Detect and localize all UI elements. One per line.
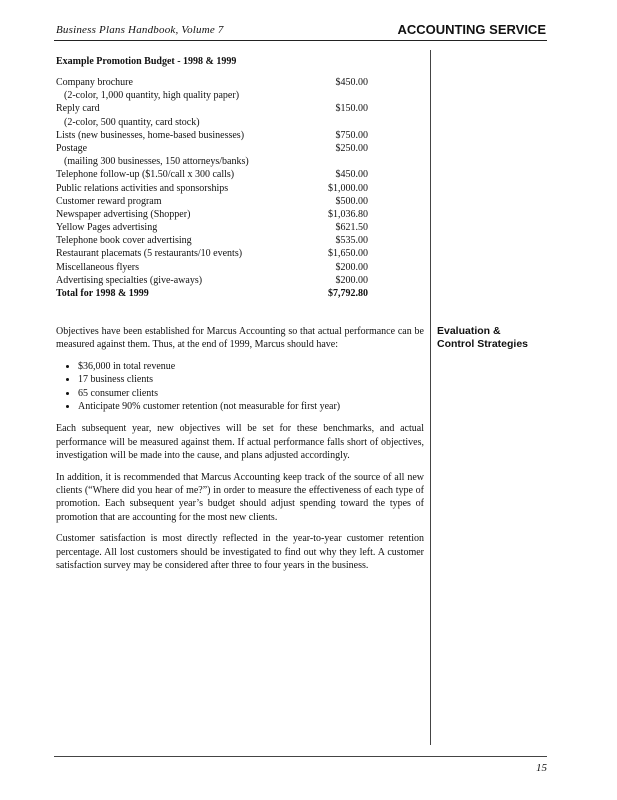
footer-rule bbox=[54, 756, 547, 757]
objective-item: • Anticipate 90% customer retention (not measurable for first year) bbox=[78, 400, 424, 413]
budget-row bbox=[56, 195, 368, 208]
body-paragraph: In addition, it is recommended that Marcus Accounting keep track of the source of all new clients (“Where did you hear of me?”) in order to measure the effectiveness of each type of promotion. Each subsequent year’s budget should adjust spending toward the types of promotion that are accounting for the most new clients. bbox=[56, 471, 424, 523]
budget-row bbox=[56, 129, 368, 142]
budget-row bbox=[56, 182, 368, 195]
section-header-title: ACCOUNTING SERVICE bbox=[397, 22, 546, 37]
budget-row bbox=[56, 116, 368, 129]
budget-row bbox=[56, 261, 368, 274]
budget-item-amount: $535.00 bbox=[335, 235, 368, 247]
budget-row bbox=[56, 102, 368, 115]
budget-item-label: Company brochure bbox=[56, 77, 133, 88]
budget-item-label: Restaurant placemats (5 restaurants/10 events) bbox=[56, 248, 243, 260]
section-body bbox=[56, 325, 424, 581]
budget-item-label: Postage bbox=[56, 142, 88, 154]
budget-row bbox=[56, 208, 368, 221]
header-rule bbox=[54, 40, 547, 41]
objective-item: • $36,000 in total revenue bbox=[78, 360, 424, 373]
objectives-list bbox=[56, 360, 424, 414]
budget-item-amount: $500.00 bbox=[335, 195, 368, 207]
margin-divider bbox=[430, 50, 431, 745]
budget-row bbox=[56, 76, 368, 89]
budget-item-amount: $200.00 bbox=[335, 274, 368, 286]
objective-item: • 17 business clients bbox=[78, 373, 424, 386]
body-paragraph: Customer satisfaction is most directly reflected in the year-to-year customer retention percentage. All lost customers should be investigated to find out why they left. A customer satisfaction survey may be considered after three to four years in the business. bbox=[56, 533, 424, 572]
budget-item-amount: $1,650.00 bbox=[328, 248, 368, 260]
budget-row bbox=[56, 234, 368, 247]
budget-item-amount: $621.50 bbox=[335, 222, 368, 234]
budget-item-amount: $200.00 bbox=[335, 261, 368, 273]
budget-row bbox=[56, 221, 368, 234]
budget-item-amount bbox=[308, 89, 368, 102]
budget-item-label: Yellow Pages advertising bbox=[56, 222, 158, 234]
budget-total-amount: $7,792.80 bbox=[328, 288, 368, 299]
budget-item-amount: $1,000.00 bbox=[328, 182, 368, 194]
budget-item-amount bbox=[308, 116, 368, 129]
budget-item-label: Telephone book cover advertising bbox=[56, 235, 192, 247]
budget-item-label: (2-color, 1,000 quantity, high quality paper) bbox=[64, 90, 240, 102]
body-paragraph: Each subsequent year, new objectives will be set for these benchmarks, and actual performance will be measured against them. If actual performance falls short of objectives, investigation will be made into the cause, and plans adjusted accordingly. bbox=[56, 423, 424, 462]
intro-paragraph: Objectives have been established for Marcus Accounting so that actual performance can be measured against them. Thus, at the end of 1999, Marcus should have: bbox=[56, 326, 424, 351]
budget-row bbox=[56, 247, 368, 260]
budget-row bbox=[56, 274, 368, 287]
budget-item-amount: $450.00 bbox=[335, 77, 368, 88]
budget-item-label: Advertising specialties (give-aways) bbox=[56, 274, 203, 286]
budget-item-amount: $250.00 bbox=[335, 142, 368, 154]
budget-row bbox=[56, 142, 368, 155]
budget-item-label: (mailing 300 businesses, 150 attorneys/banks) bbox=[64, 156, 249, 168]
budget-title: Example Promotion Budget - 1998 & 1999 bbox=[56, 56, 237, 67]
budget-table bbox=[56, 76, 368, 300]
budget-row bbox=[56, 155, 368, 168]
side-heading-line: Evaluation & bbox=[437, 325, 501, 337]
budget-row bbox=[56, 168, 368, 181]
budget-item-amount: $150.00 bbox=[335, 103, 368, 115]
budget-total-row bbox=[56, 287, 368, 300]
budget-item-label: Miscellaneous flyers bbox=[56, 261, 140, 273]
budget-item-label: Public relations activities and sponsorships bbox=[56, 182, 229, 194]
budget-item-label: Telephone follow-up ($1.50/call x 300 calls) bbox=[56, 169, 235, 181]
budget-total-label: Total for 1998 & 1999 bbox=[56, 288, 149, 299]
budget-item-label: Lists (new businesses, home-based businesses) bbox=[56, 129, 245, 141]
budget-item-amount: $750.00 bbox=[335, 129, 368, 141]
budget-item-amount bbox=[308, 155, 368, 168]
page-number: 15 bbox=[536, 762, 547, 774]
budget-item-amount: $450.00 bbox=[335, 169, 368, 181]
book-title: Business Plans Handbook, Volume 7 bbox=[56, 24, 224, 36]
objective-item: • 65 consumer clients bbox=[78, 387, 424, 400]
budget-row bbox=[56, 89, 368, 102]
section-side-heading bbox=[437, 325, 557, 351]
budget-item-label: Reply card bbox=[56, 103, 100, 115]
budget-item-label: (2-color, 500 quantity, card stock) bbox=[64, 116, 200, 128]
budget-item-label: Newspaper advertising (Shopper) bbox=[56, 208, 191, 220]
budget-item-amount: $1,036.80 bbox=[328, 208, 368, 220]
budget-item-label: Customer reward program bbox=[56, 195, 162, 207]
side-heading-line: Control Strategies bbox=[437, 338, 529, 350]
